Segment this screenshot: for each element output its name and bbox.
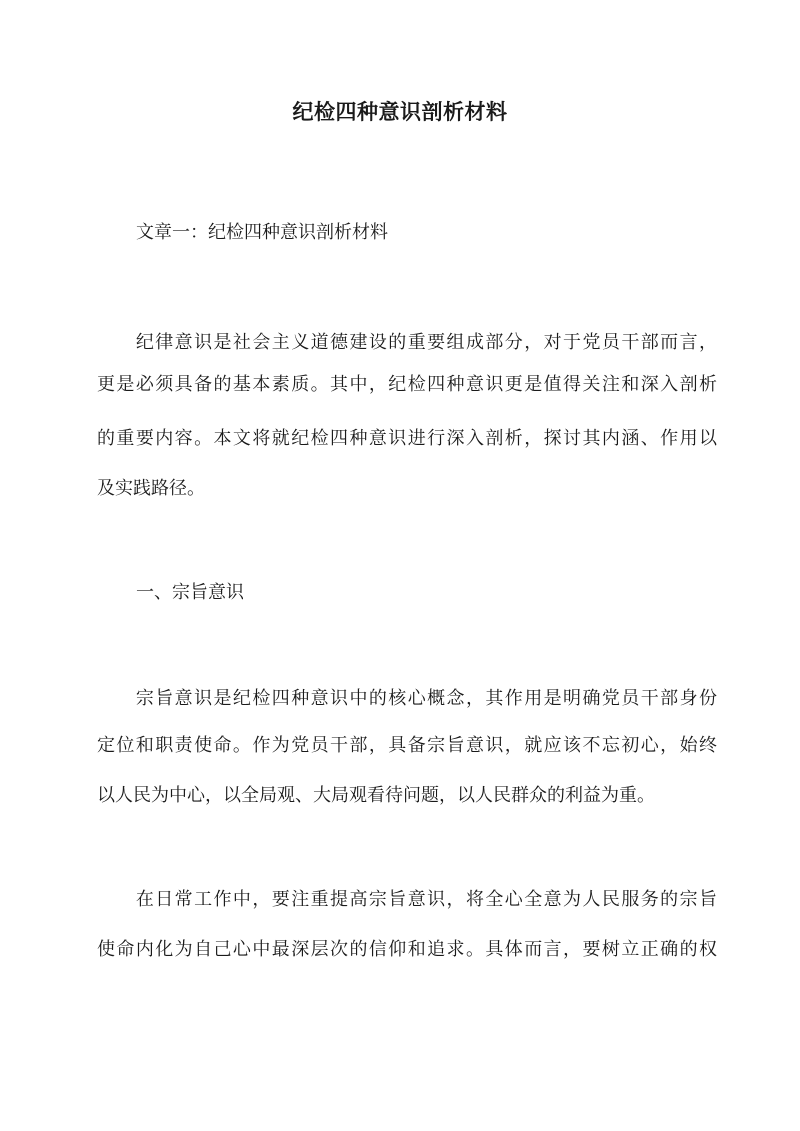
paragraph-line: 更是必须具备的基本素质。其中，纪检四种意识更是值得关注和深入剖析 (97, 374, 717, 395)
paragraph-line: 及实践路径。 (97, 478, 205, 499)
paragraph-line: 的重要内容。本文将就纪检四种意识进行深入剖析，探讨其内涵、作用以 (97, 428, 717, 449)
paragraph-line: 以人民为中心，以全局观、大局观看待问题，以人民群众的利益为重。 (97, 785, 655, 806)
document-title: 纪检四种意识剖析材料 (292, 99, 508, 124)
paragraph-line: 定位和职责使命。作为党员干部，具备宗旨意识，就应该不忘初心，始终 (97, 735, 717, 756)
article-label: 文章一：纪检四种意识剖析材料 (136, 222, 388, 243)
paragraph-line: 在日常工作中，要注重提高宗旨意识，将全心全意为人民服务的宗旨 (97, 889, 717, 910)
paragraph-line: 使命内化为自己心中最深层次的信仰和追求。具体而言，要树立正确的权 (97, 939, 717, 960)
section-heading: 一、宗旨意识 (136, 582, 244, 603)
paragraph-line: 宗旨意识是纪检四种意识中的核心概念，其作用是明确党员干部身份 (97, 688, 717, 709)
paragraph-line: 纪律意识是社会主义道德建设的重要组成部分，对于党员干部而言， (97, 332, 717, 353)
